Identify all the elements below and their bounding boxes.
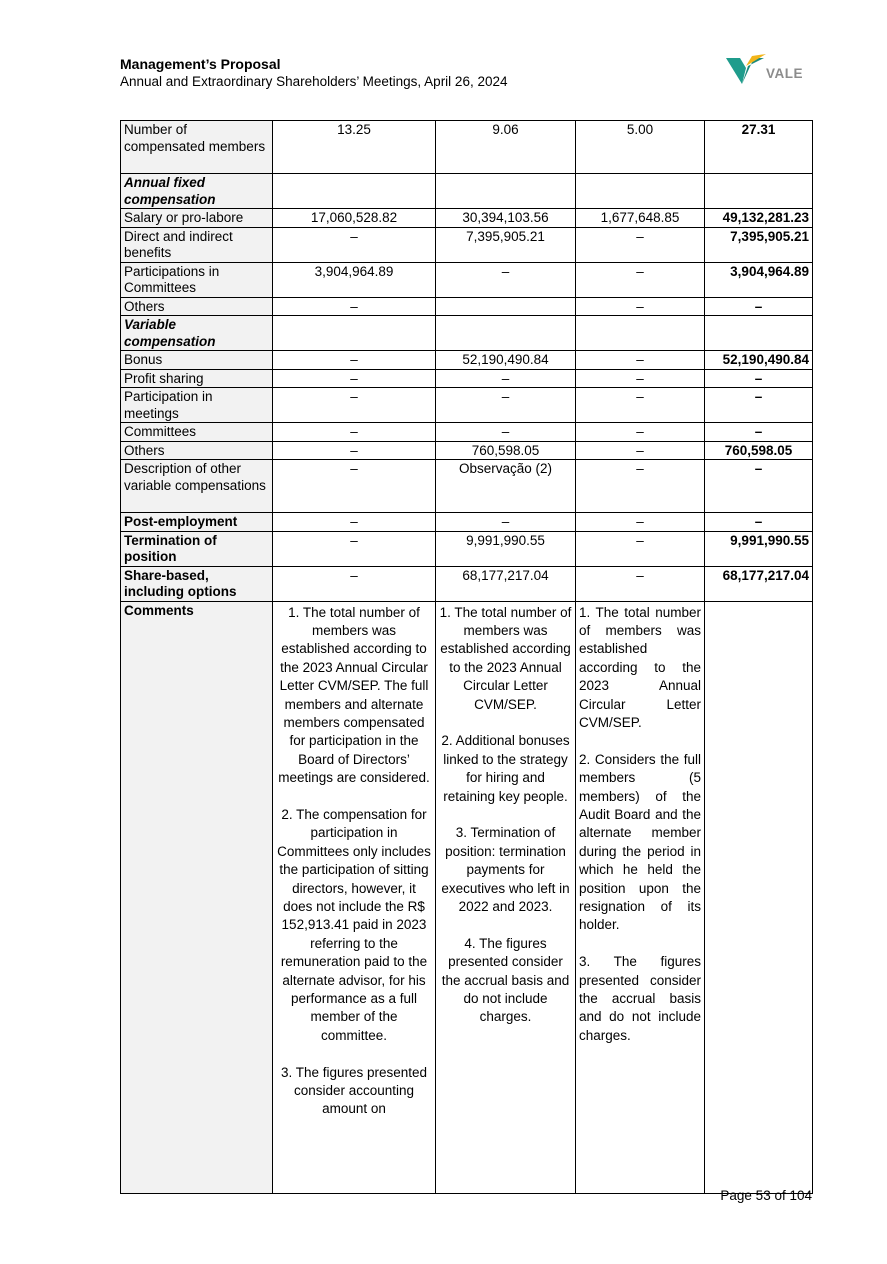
row-label: Post-employment xyxy=(121,513,273,532)
table-row-description-other xyxy=(121,460,813,513)
cell-audit xyxy=(576,174,705,209)
row-label: Number of compensated members xyxy=(121,121,273,174)
cell-executive: – xyxy=(436,423,576,442)
cell-total: 9,991,990.55 xyxy=(705,531,813,566)
cell-total xyxy=(705,174,813,209)
cell-board xyxy=(273,174,436,209)
table-row-share-based xyxy=(121,566,813,601)
cell-board: 3,904,964.89 xyxy=(273,262,436,297)
cell-total: – xyxy=(705,460,813,513)
cell-audit: – xyxy=(576,566,705,601)
comment-paragraph: 3. The figures presented consider accounting amount on xyxy=(280,1064,428,1117)
vale-logo xyxy=(726,54,816,88)
row-label: Bonus xyxy=(121,351,273,370)
cell-board: 17,060,528.82 xyxy=(273,209,436,228)
cell-executive: – xyxy=(436,369,576,388)
table-row-termination xyxy=(121,531,813,566)
cell-executive xyxy=(436,174,576,209)
comments-total xyxy=(705,601,813,1193)
comment-paragraph: 3. The figures presented consider the accrual basis and do not include charges. xyxy=(579,954,701,1043)
comment-paragraph: 1. The total number of members was established according to the 2023 Annual Circular Letter CVM/SEP. The full members and alternate members compensated for participation in the Board of Directors’ meetings are considered. xyxy=(278,604,430,786)
cell-audit: – xyxy=(576,423,705,442)
cell-board: – xyxy=(273,566,436,601)
cell-executive: – xyxy=(436,513,576,532)
cell-board: – xyxy=(273,460,436,513)
row-label: Share-based, including options xyxy=(121,566,273,601)
cell-board xyxy=(273,316,436,351)
table-row-section-variable xyxy=(121,316,813,351)
table-row-profit-sharing xyxy=(121,369,813,388)
cell-total: – xyxy=(705,513,813,532)
table-row-bonus xyxy=(121,351,813,370)
cell-executive xyxy=(436,316,576,351)
cell-executive: Observação (2) xyxy=(436,460,576,513)
cell-total: 7,395,905.21 xyxy=(705,227,813,262)
cell-board: – xyxy=(273,531,436,566)
table-row-post-employment xyxy=(121,513,813,532)
cell-total: 3,904,964.89 xyxy=(705,262,813,297)
cell-total: 760,598.05 xyxy=(705,441,813,460)
table-row-committees xyxy=(121,423,813,442)
cell-executive: 9,991,990.55 xyxy=(436,531,576,566)
cell-board: – xyxy=(273,351,436,370)
row-label: Comments xyxy=(121,601,273,1193)
table-row-salary xyxy=(121,209,813,228)
cell-audit: – xyxy=(576,297,705,316)
cell-audit: – xyxy=(576,531,705,566)
cell-board: – xyxy=(273,369,436,388)
cell-total: 52,190,490.84 xyxy=(705,351,813,370)
cell-executive: 30,394,103.56 xyxy=(436,209,576,228)
cell-audit: – xyxy=(576,513,705,532)
cell-total: – xyxy=(705,423,813,442)
comment-paragraph: 3. Termination of position: termination payments for executives who left in 2022 and 2023. xyxy=(441,825,570,914)
row-label: Description of other variable compensations xyxy=(121,460,273,513)
cell-total: 68,177,217.04 xyxy=(705,566,813,601)
row-label: Direct and indirect benefits xyxy=(121,227,273,262)
comment-paragraph: 1. The total number of members was established according to the 2023 Annual Circular Letter CVM/SEP. xyxy=(439,604,572,712)
cell-audit: – xyxy=(576,227,705,262)
comment-paragraph: 1. The total number of members was established according to the 2023 Annual Circular Letter CVM/SEP. xyxy=(579,604,701,730)
cell-audit: – xyxy=(576,369,705,388)
cell-board: – xyxy=(273,513,436,532)
comment-paragraph: 2. Considers the full members (5 members) of the Audit Board and the alternate member during the period in which he held the position upon the resignation of its holder. xyxy=(579,751,701,933)
row-label: Committees xyxy=(121,423,273,442)
cell-executive: 7,395,905.21 xyxy=(436,227,576,262)
section-label: Annual fixed compensation xyxy=(121,174,273,209)
cell-executive: – xyxy=(436,262,576,297)
section-label: Variable compensation xyxy=(121,316,273,351)
cell-executive: 760,598.05 xyxy=(436,441,576,460)
cell-total: – xyxy=(705,369,813,388)
comment-paragraph: 2. Additional bonuses linked to the strategy for hiring and retaining key people. xyxy=(441,733,570,804)
cell-board: – xyxy=(273,423,436,442)
vale-logo-text: VALE xyxy=(766,66,804,81)
comments-audit xyxy=(576,601,705,1193)
vale-logo-mark xyxy=(726,54,766,88)
document-title: Management’s Proposal xyxy=(120,56,281,72)
cell-total: 27.31 xyxy=(705,121,813,174)
table-row-section-fixed xyxy=(121,174,813,209)
cell-executive: 52,190,490.84 xyxy=(436,351,576,370)
row-label: Participations in Committees xyxy=(121,262,273,297)
table-row-comments xyxy=(121,601,813,1193)
cell-audit: 5.00 xyxy=(576,121,705,174)
cell-board: 13.25 xyxy=(273,121,436,174)
cell-executive xyxy=(436,297,576,316)
page-number: Page 53 of 104 xyxy=(720,1188,812,1203)
comment-paragraph: 2. The compensation for participation in Committees only includes the participation of sitting directors, however, it does not include the R$ 152,913.41 paid in 2023 referring to the remuneration paid to the alternate advisor, for his performance as a full member of the committee. xyxy=(277,806,431,1043)
cell-executive: 9.06 xyxy=(436,121,576,174)
cell-audit: – xyxy=(576,351,705,370)
comments-executive xyxy=(436,601,576,1193)
row-label: Profit sharing xyxy=(121,369,273,388)
cell-executive: 68,177,217.04 xyxy=(436,566,576,601)
comment-paragraph: 4. The figures presented consider the accrual basis and do not include charges. xyxy=(441,935,570,1025)
table-row-others-variable xyxy=(121,441,813,460)
cell-board: – xyxy=(273,441,436,460)
cell-audit: – xyxy=(576,262,705,297)
table-row-others-fixed xyxy=(121,297,813,316)
cell-total: – xyxy=(705,297,813,316)
cell-audit: 1,677,648.85 xyxy=(576,209,705,228)
row-label: Participation in meetings xyxy=(121,388,273,423)
table-row-compensated-members xyxy=(121,121,813,174)
table-row-benefits xyxy=(121,227,813,262)
cell-total xyxy=(705,316,813,351)
row-label: Others xyxy=(121,297,273,316)
table-row-committees-participation xyxy=(121,262,813,297)
row-label: Others xyxy=(121,441,273,460)
comments-board xyxy=(273,601,436,1193)
cell-executive: – xyxy=(436,388,576,423)
cell-board: – xyxy=(273,297,436,316)
cell-audit: – xyxy=(576,441,705,460)
cell-board: – xyxy=(273,388,436,423)
row-label: Salary or pro-labore xyxy=(121,209,273,228)
cell-board: – xyxy=(273,227,436,262)
cell-total: – xyxy=(705,388,813,423)
compensation-table xyxy=(120,120,813,1194)
cell-audit: – xyxy=(576,460,705,513)
row-label: Termination of position xyxy=(121,531,273,566)
cell-total: 49,132,281.23 xyxy=(705,209,813,228)
cell-audit xyxy=(576,316,705,351)
document-subtitle: Annual and Extraordinary Shareholders’ Meetings, April 26, 2024 xyxy=(120,74,508,89)
cell-audit: – xyxy=(576,388,705,423)
table-row-meetings xyxy=(121,388,813,423)
